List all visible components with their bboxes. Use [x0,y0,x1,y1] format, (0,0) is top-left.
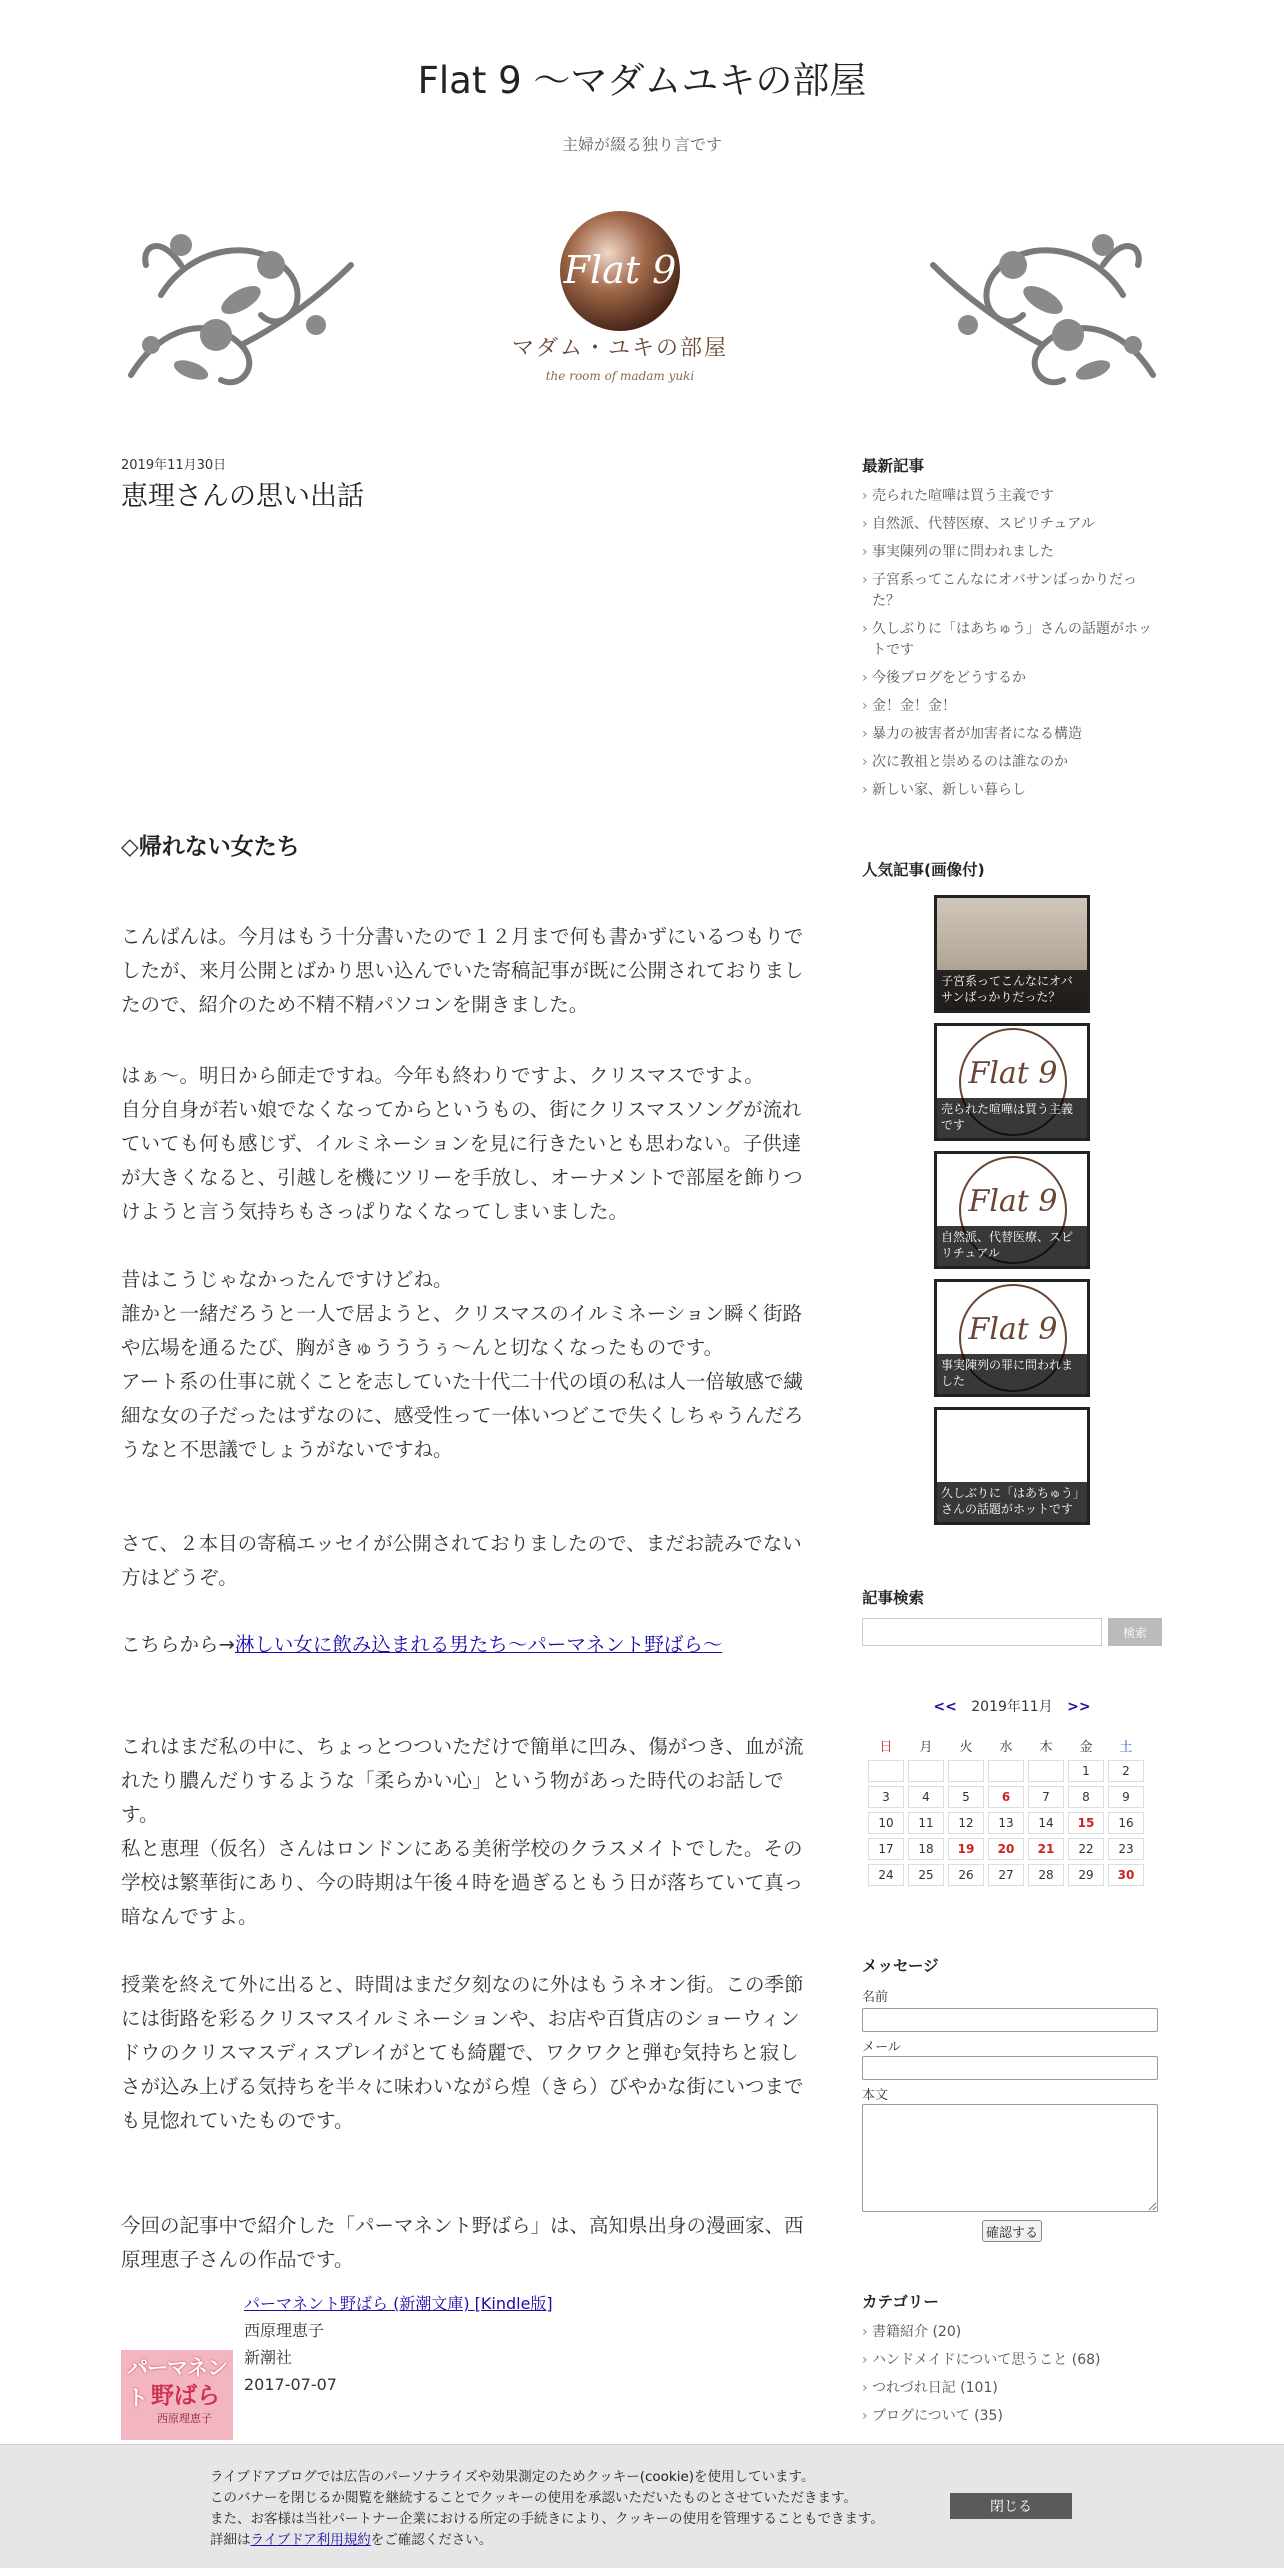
cookie-line: このバナーを閉じるか閲覧を継続することでクッキーの使用を承認いただいたものとさせていただきます。 [210,2490,857,2506]
calendar-day: 1 [1068,1760,1104,1782]
cookie-banner [0,2444,1284,2568]
calendar-day: 28 [1028,1864,1064,1886]
recent-post-item[interactable]: › 金！金！金！ [862,696,1162,717]
category-item[interactable]: › ハンドメイドについて思うこと (68) [862,2350,1162,2371]
calendar-next-link[interactable]: >> [1067,1699,1091,1715]
calendar-weekday: 木 [1039,1739,1053,1755]
recent-post-item[interactable]: › 自然派、代替医療、スピリチュアル [862,514,1162,535]
calendar-nav [862,1696,1162,1716]
calendar-weekday: 日 [879,1739,893,1755]
calendar-day[interactable]: 19 [948,1838,984,1860]
calendar-day[interactable]: 15 [1068,1812,1104,1834]
calendar-day: 2 [1108,1760,1144,1782]
post-date: 2019年11月30日 [121,458,227,473]
calendar-day: 16 [1108,1812,1144,1834]
recent-post-item[interactable]: › 暴力の被害者が加害者になる構造 [862,724,1162,745]
category-item[interactable]: › 書籍紹介 (20) [862,2322,1162,2343]
category-item[interactable]: › ブログについて (35) [862,2406,1162,2427]
recent-post-item[interactable]: › 子宮系ってこんなにオバサンばっかりだった？ [862,570,1162,612]
popular-post-item[interactable] [934,1023,1090,1141]
paragraph-6: 授業を終えて外に出ると、時間はまだ夕刻なのに外はもうネオン街。この季節には街路を彩るクリスマスイルミネーションや、お店や百貨店のショーウィンドウのクリスマスディスプレイがとても綺麗で、ワクワクと弾む気持ちと寂しさが込み上げる気持ちを半々に味わいながら煌（きら）びやかな街にいつまでも見惚れていたものです。 [121,1973,804,2132]
calendar-day[interactable]: 20 [988,1838,1024,1860]
calendar-day[interactable]: 6 [988,1786,1024,1808]
calendar-day: 18 [908,1838,944,1860]
recent-posts-title: 最新記事 [862,457,925,475]
message-mail-input[interactable] [862,2056,1158,2080]
calendar-day: 29 [1068,1864,1104,1886]
site-title[interactable]: Flat 9 〜マダムユキの部屋 [417,59,867,102]
popular-posts-list [934,895,1090,1535]
book-author: 西原理恵子 [244,2321,325,2340]
search-title: 記事検索 [862,1589,925,1607]
search-button[interactable]: 検索 [1108,1618,1162,1646]
message-title: メッセージ [862,1957,939,1975]
search-box [862,1618,1162,1646]
banner-logo-text: Flat 9 [563,248,677,292]
calendar-days [868,1760,1144,1886]
calendar-day: 23 [1108,1838,1144,1860]
calendar-weekdays [868,1734,1144,1756]
cookie-detail-prefix: 詳細は [210,2532,251,2548]
recent-post-item[interactable]: › 今後ブログをどうするか [862,668,1162,689]
message-name-label: 名前 [862,1990,889,2005]
category-title: カテゴリー [862,2293,939,2311]
calendar-week [868,1864,1144,1886]
calendar-weekday: 月 [919,1739,933,1755]
paragraph-4: さて、２本目の寄稿エッセイが公開されておりましたので、まだお読みでない方はどうぞ。 [121,1532,802,1589]
category-item[interactable]: › つれづれ日記 (101) [862,2378,1162,2399]
book-cover[interactable] [121,2350,233,2440]
message-body-label: 本文 [862,2088,889,2103]
popular-post-item[interactable] [934,1151,1090,1269]
book-date: 2017-07-07 [244,2375,337,2394]
calendar-day: 4 [908,1786,944,1808]
recent-post-item[interactable]: › 事実陳列の罪に問われました [862,542,1162,563]
recent-post-item[interactable]: › 新しい家、新しい暮らし [862,780,1162,801]
book-title-link[interactable]: パーマネント野ばら (新潮文庫) [Kindle版] [244,2294,553,2313]
calendar-weekday: 水 [999,1739,1013,1755]
popular-post-caption: 事実陳列の罪に問われました [937,1354,1087,1394]
paragraph-2: はぁ〜。明日から師走ですね。今年も終わりですよ、クリスマスですよ。 自分自身が若い娘でなくなってからというもの、街にクリスマスソングが流れていても何も感じず、イルミネーションを見に行きたいとも思わない。子供達が大きくなると、引越しを機にツリーを手放し、オーナメントで部屋を飾りつけようと言う気持ちもさっぱりなくなってしまいました。 [121,1064,803,1223]
calendar-day: 24 [868,1864,904,1886]
message-confirm-button[interactable]: 確認する [982,2220,1042,2242]
recent-post-item[interactable]: › 次に教祖と崇めるのは誰なのか [862,752,1162,773]
calendar-day: 11 [908,1812,944,1834]
popular-post-item[interactable] [934,1407,1090,1525]
banner-site-name: マダム・ユキの部屋 [511,336,729,361]
calendar-day: 17 [868,1838,904,1860]
calendar-day: 7 [1028,1786,1064,1808]
recent-post-item[interactable]: › 売られた喧嘩は買う主義です [862,486,1162,507]
calendar-day: 3 [868,1786,904,1808]
popular-post-caption: 自然派、代替医療、スピリチュアル [937,1226,1087,1266]
calendar-week [868,1812,1144,1834]
book-cover-author: 西原理恵子 [157,2412,212,2425]
cookie-text [210,2467,930,2551]
header-banner[interactable] [121,205,1163,398]
calendar-day: 5 [948,1786,984,1808]
search-input[interactable] [862,1618,1102,1646]
book-cover-title-1: パーマネント [127,2356,227,2410]
calendar-week [868,1838,1144,1860]
calendar-day: 9 [1108,1786,1144,1808]
recent-posts-list [862,486,1162,808]
message-body-textarea[interactable] [862,2104,1158,2212]
site-description: 主婦が綴る独り言です [561,135,722,154]
terms-link[interactable]: ライブドア利用規約 [250,2532,371,2548]
book-cover-title-2: 野ばら [151,2383,220,2409]
calendar-weekday: 金 [1079,1739,1093,1755]
essay-link[interactable]: 淋しい女に飲み込まれる男たち〜パーマネント野ばら〜 [234,1633,723,1656]
link-paragraph [121,1628,804,1662]
calendar-day: 13 [988,1812,1024,1834]
category-list [862,2322,1162,2434]
book-card [121,2290,804,2440]
calendar-weekday: 火 [959,1739,973,1755]
calendar-weekday: 土 [1119,1739,1133,1755]
popular-post-caption: 久しぶりに「はあちゅう」さんの話題がホットです [937,1482,1087,1522]
calendar-day: 10 [868,1812,904,1834]
calendar-day [1028,1760,1064,1782]
popular-post-caption: 売られた喧嘩は買う主義です [937,1098,1087,1138]
popular-posts-title: 人気記事(画像付) [862,861,985,879]
paragraph-1: こんばんは。今月はもう十分書いたので１２月まで何も書かずにいるつもりでしたが、来月公開とばかり思い込んでいた寄稿記事が既に公開されておりましたので、紹介のため不精不精パソコンを開きました。 [121,925,804,1016]
calendar-week [868,1760,1144,1782]
message-mail-label: メール [862,2040,901,2055]
paragraph-3: 昔はこうじゃなかったんですけどね。 誰かと一緒だろうと一人で居ようと、クリスマスのイルミネーション瞬く街路や広場を通るたび、胸がきゅうううぅ〜んと切なくなったものです。 アート系の仕事に就くことを志していた十代二十代の頃の私は人一倍敏感で繊細な女の子だったはずなのに、感受性って一体いつどこで失くしちゃうんだろうなと不思議でしょうがないですね。 [121,1268,804,1461]
message-name-input[interactable] [862,2008,1158,2032]
calendar-day[interactable]: 30 [1108,1864,1144,1886]
calendar-day[interactable]: 21 [1028,1838,1064,1860]
book-info [244,2290,553,2398]
book-publisher: 新潮社 [244,2348,293,2367]
calendar-day: 8 [1068,1786,1104,1808]
cookie-line [210,2530,930,2551]
paragraph-7: 今回の記事中で紹介した「パーマネント野ばら」は、高知県出身の漫画家、西原理恵子さんの作品です。 [121,2214,804,2271]
calendar-day: 12 [948,1812,984,1834]
banner-image [121,205,1163,398]
recent-post-item[interactable]: › 久しぶりに「はあちゅう」さんの話題がホットです [862,619,1162,661]
popular-thumb-logo-text: Flat 9 [968,1184,1058,1219]
cookie-close-button[interactable]: 閉じる [950,2493,1072,2519]
calendar-prev-link[interactable]: << [933,1699,957,1715]
calendar-day [948,1760,984,1782]
floral-ornament-right [933,246,1153,382]
calendar-grid [864,1730,1148,1890]
link-prefix: こちらから→ [121,1633,235,1656]
popular-post-item[interactable] [934,895,1090,1013]
popular-thumb-logo-text: Flat 9 [968,1312,1058,1347]
calendar-week [868,1786,1144,1808]
calendar-day [908,1760,944,1782]
floral-ornament-left [131,246,351,382]
calendar-day: 22 [1068,1838,1104,1860]
calendar-day: 27 [988,1864,1024,1886]
cookie-line: ライブドアブログでは広告のパーソナライズや効果測定のためクッキー(cookie)を使用しています。 [210,2469,815,2485]
banner-subtitle: the room of madam yuki [545,369,695,383]
calendar-day: 25 [908,1864,944,1886]
calendar-day [868,1760,904,1782]
calendar-day [988,1760,1024,1782]
section-heading: ◇帰れない女たち [121,834,300,860]
calendar-day: 14 [1028,1812,1064,1834]
popular-post-item[interactable] [934,1279,1090,1397]
cookie-line: また、お客様は当社パートナー企業における所定の手続きにより、クッキーの使用を管理することもできます。 [210,2511,884,2527]
popular-post-caption: 子宮系ってこんなにオバサンばっかりだった？ [937,970,1087,1010]
cookie-detail-suffix: をご確認ください。 [370,2532,493,2548]
popular-thumb-logo-text: Flat 9 [968,1056,1058,1091]
calendar-day: 26 [948,1864,984,1886]
post-title[interactable]: 恵理さんの思い出話 [121,481,364,512]
paragraph-5: これはまだ私の中に、ちょっとつついただけで簡単に凹み、傷がつき、血が流れたり膿んだりするような「柔らかい心」という物があった時代のお話しです。 私と恵理（仮名）さんはロンドンにある美術学校のクラスメイトでした。その学校は繁華街にあり、今の時期は午後４時を過ぎるともう日が落ちていて真っ暗なんですよ。 [121,1735,804,1928]
calendar-month: 2019年11月 [971,1699,1053,1715]
